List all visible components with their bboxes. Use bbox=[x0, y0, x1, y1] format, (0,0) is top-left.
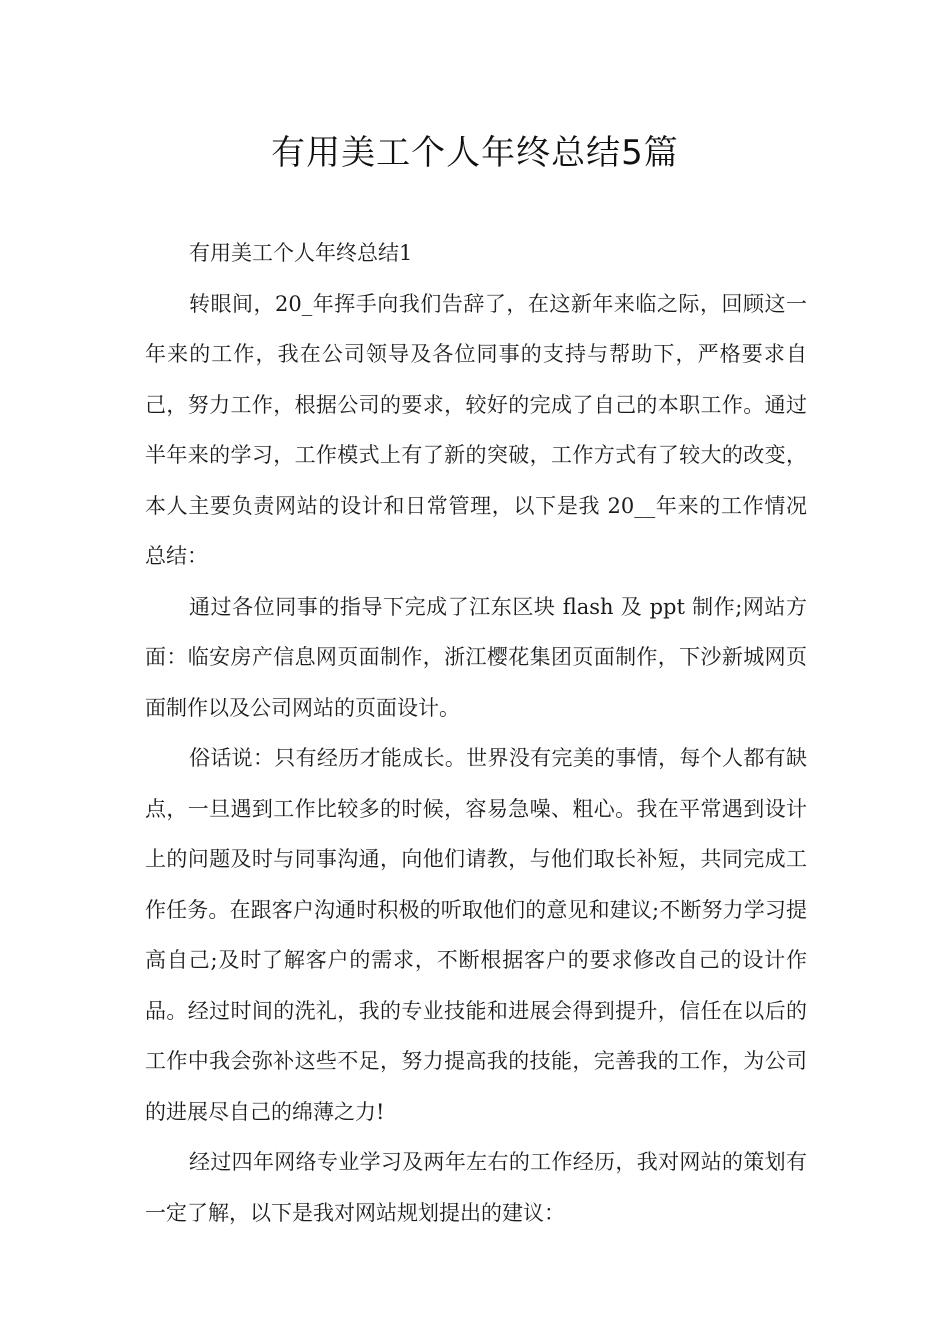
document-body bbox=[145, 228, 807, 1238]
paragraph-4: 经过四年网络专业学习及两年左右的工作经历，我对网站的策划有一定了解，以下是我对网站规划提出的建议： bbox=[145, 1150, 807, 1225]
section-heading: 有用美工个人年终总结1 bbox=[189, 241, 413, 265]
document-title: 有用美工个人年终总结5篇 bbox=[271, 133, 679, 173]
paragraph-2: 通过各位同事的指导下完成了江东区块 flash 及 ppt 制作;网站方面：临安房产信息网页面制作，浙江樱花集团页面制作，下沙新城网页面制作以及公司网站的页面设计。 bbox=[145, 594, 807, 720]
paragraph-3: 俗话说：只有经历才能成长。世界没有完美的事情，每个人都有缺点，一旦遇到工作比较多的时候，容易急噪、粗心。我在平常遇到设计上的问题及时与同事沟通，向他们请教，与他们取长补短，共同完成工作任务。在跟客户沟通时积极的听取他们的意见和建议;不断努力学习提高自己;及时了解客户的需求，不断根据客户的要求修改自己的设计作品。经过时间的洗礼，我的专业技能和进展会得到提升，信任在以后的工作中我会弥补这些不足，努力提高我的技能，完善我的工作，为公司的进展尽自己的绵薄之力! bbox=[145, 746, 807, 1124]
paragraph-1: 转眼间，20_年挥手向我们告辞了，在这新年来临之际，回顾这一年来的工作，我在公司领导及各位同事的支持与帮助下，严格要求自己，努力工作，根据公司的要求，较好的完成了自己的本职工作。通过半年来的学习，工作模式上有了新的突破，工作方式有了较大的改变，本人主要负责网站的设计和日常管理，以下是我 20__年来的工作情况总结： bbox=[145, 291, 807, 568]
